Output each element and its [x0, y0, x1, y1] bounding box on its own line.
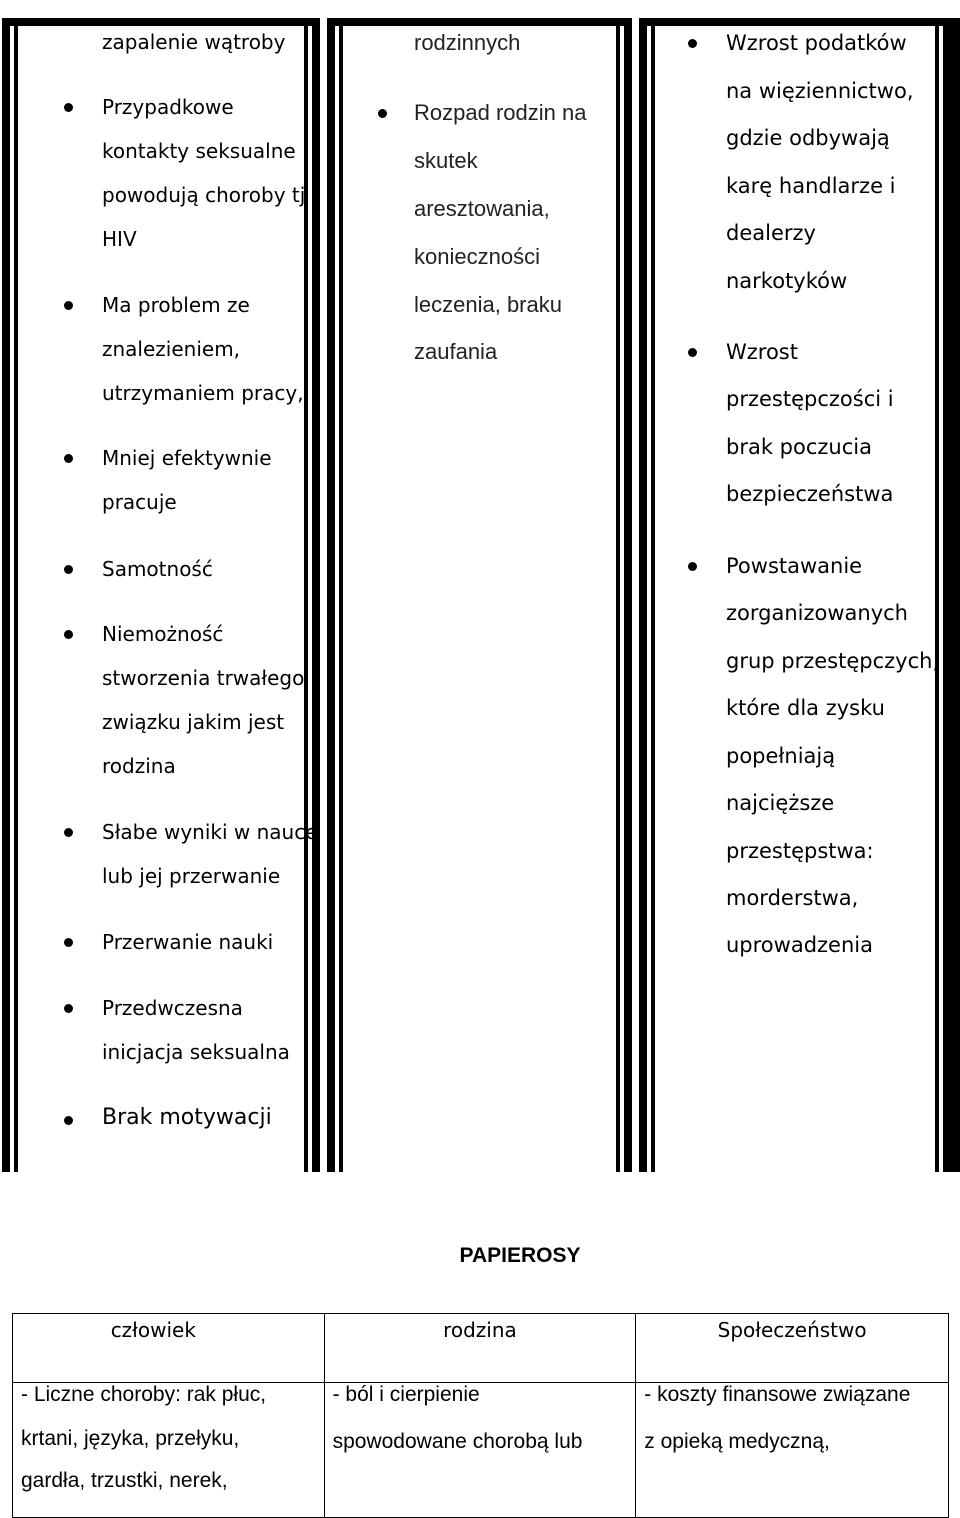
list-item: Samotność — [102, 557, 213, 581]
bullet-icon — [688, 39, 697, 48]
table-right-edge — [951, 18, 960, 1172]
table-cell — [636, 1383, 949, 1518]
list-item-text: utrzymaniem pracy, — [102, 381, 304, 405]
header-label-rodzina: rodzina — [443, 1318, 517, 1342]
cell-line: - ból i cierpienie — [332, 1383, 480, 1406]
list-item-text: uprowadzenia — [726, 933, 873, 957]
table-row — [13, 1383, 949, 1518]
list-item-text: HIV — [102, 227, 137, 251]
list-item: Słabe wyniki w nauce — [102, 820, 318, 844]
text-line: zapalenie wątroby — [102, 30, 286, 54]
list-item: Przypadkowe — [102, 95, 234, 119]
list-item-text: leczenia, braku — [414, 292, 562, 317]
list-item-text: które dla zysku — [726, 696, 885, 720]
list-item: Mniej efektywnie — [102, 446, 272, 470]
list-item-text: popełniają — [726, 744, 836, 768]
bullet-icon — [64, 454, 73, 463]
list-item-text: brak poczucia — [726, 435, 872, 459]
list-item-text: przestępczości i — [726, 387, 894, 411]
bullet-icon — [688, 562, 697, 571]
list-item-text: rodzina — [102, 754, 176, 778]
list-item: Przedwczesna — [102, 996, 243, 1020]
list-item-text: gdzie odbywają — [726, 126, 890, 150]
bullet-icon — [64, 1004, 73, 1013]
list-item: Ma problem ze — [102, 293, 250, 317]
list-item-text: dealerzy — [726, 221, 816, 245]
list-item-text: aresztowania, — [414, 196, 550, 221]
bullet-icon — [64, 103, 73, 112]
cell-line: z opieką medyczną, — [644, 1430, 830, 1453]
list-item: Wzrost — [726, 340, 798, 364]
cell-line: gardła, trzustki, nerek, — [21, 1469, 228, 1492]
list-item-text: zaufania — [414, 339, 498, 364]
list-item-text: znalezieniem, — [102, 337, 241, 361]
list-item-text: przestępstwa: — [726, 839, 874, 863]
text-line: rodzinnych — [414, 30, 521, 55]
list-item-text: skutek — [414, 148, 478, 173]
bullet-icon — [64, 828, 73, 837]
list-item-text: konieczności — [414, 244, 540, 269]
cell-line: spowodowane chorobą lub — [332, 1430, 583, 1453]
list-item-text: kontakty seksualne — [102, 139, 296, 163]
list-item: Przerwanie nauki — [102, 930, 274, 954]
table-cell — [324, 1383, 636, 1518]
list-item-text: narkotyków — [726, 269, 848, 293]
list-item-text: powodują choroby tj — [102, 183, 306, 207]
list-item-text: lub jej przerwanie — [102, 864, 281, 888]
table-cell — [13, 1383, 325, 1518]
list-item-text: związku jakim jest — [102, 710, 285, 734]
list-item: Rozpad rodzin na — [414, 100, 587, 125]
list-item-text: najcięższe — [726, 791, 835, 815]
list-item-text: morderstwa, — [726, 886, 859, 910]
bullet-icon — [64, 630, 73, 639]
list-item: Powstawanie — [726, 554, 863, 578]
bullet-icon — [378, 109, 387, 118]
cell-line: - koszty finansowe związane — [644, 1383, 911, 1406]
bullet-icon — [64, 565, 73, 574]
bullet-icon — [64, 938, 73, 947]
list-item-text: na więziennictwo, — [726, 79, 914, 103]
list-item-text: bezpieczeństwa — [726, 482, 894, 506]
list-item: Brak motywacji — [102, 1105, 272, 1130]
cell-line: - Liczne choroby: rak płuc, — [21, 1383, 267, 1406]
list-item-text: stworzenia trwałego — [102, 666, 305, 690]
list-item: Wzrost podatków — [726, 31, 907, 55]
cell-line: krtani, języka, przełyku, — [21, 1427, 240, 1450]
bullet-icon — [688, 348, 697, 357]
list-item-text: pracuje — [102, 490, 177, 514]
bullet-icon — [64, 1116, 73, 1125]
list-item-text: zorganizowanych — [726, 601, 908, 625]
papierosy-table — [12, 1313, 949, 1518]
list-item-text: inicjacja seksualna — [102, 1040, 290, 1064]
list-item-text: grup przestępczych, — [726, 649, 940, 673]
section-heading: PAPIEROSY — [459, 1244, 581, 1267]
list-item: Niemożność — [102, 622, 224, 646]
header-label-czlowiek: człowiek — [110, 1318, 196, 1342]
bullet-icon — [64, 301, 73, 310]
header-label-spoleczenstwo: Społeczeństwo — [717, 1318, 867, 1342]
list-item-text: karę handlarze i — [726, 174, 896, 198]
